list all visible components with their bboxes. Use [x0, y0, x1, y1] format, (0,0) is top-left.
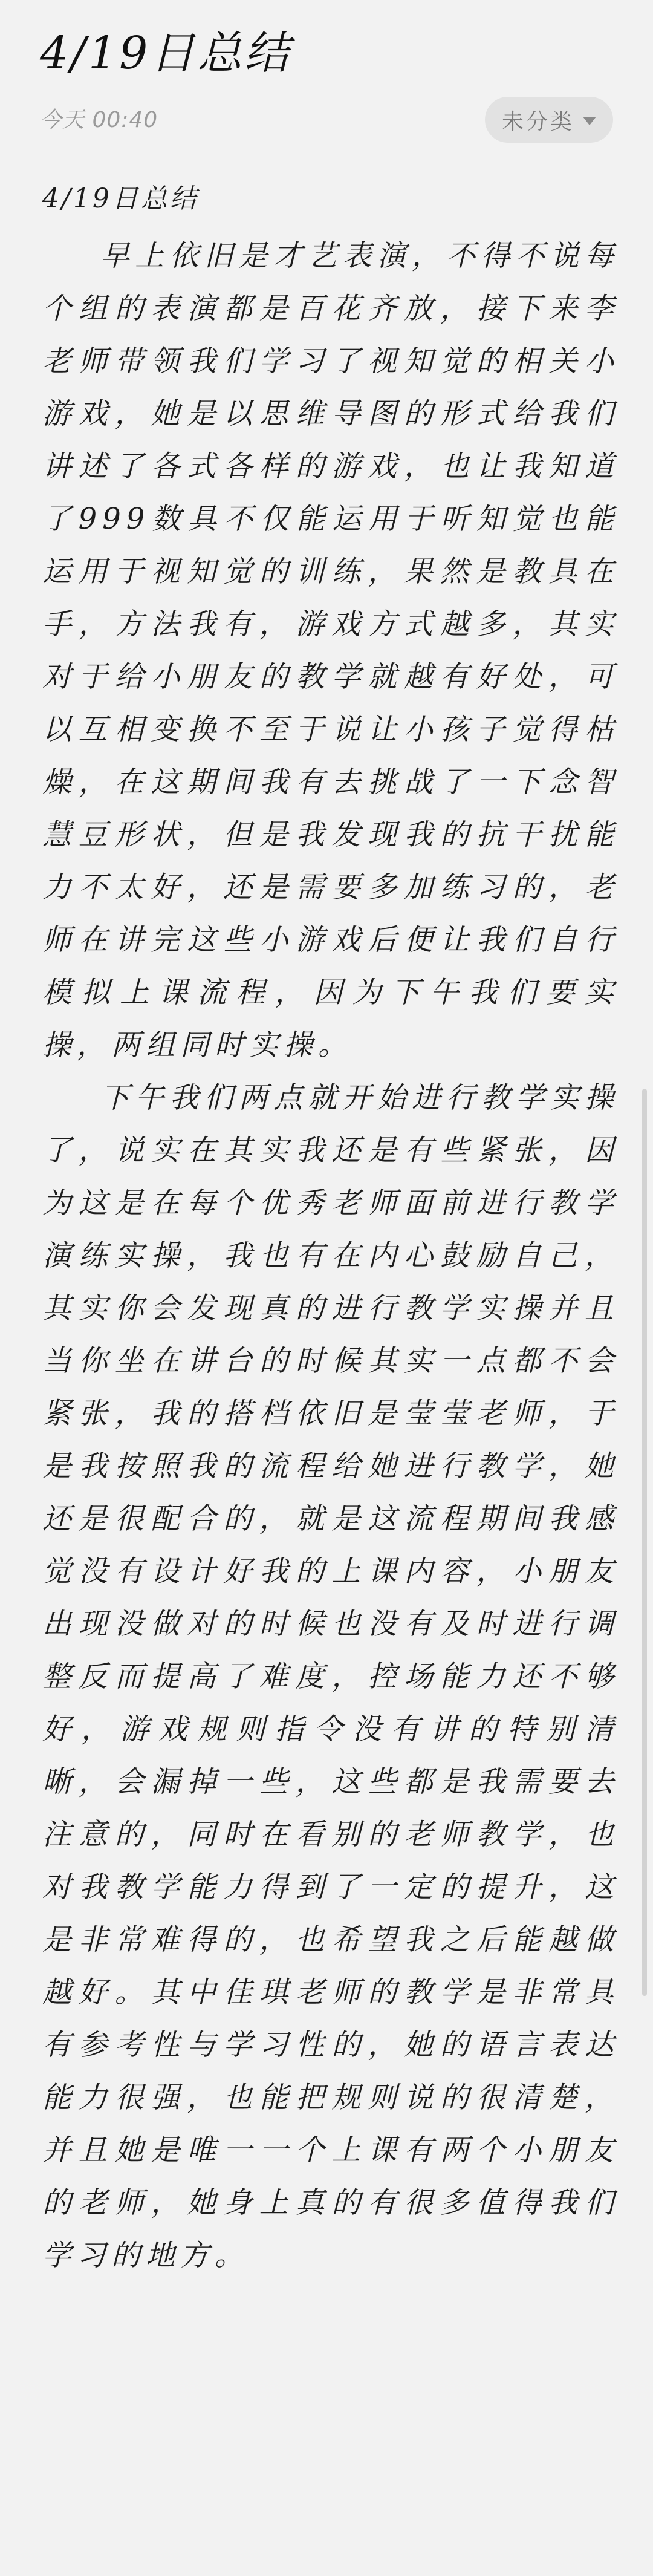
caret-down-icon — [583, 117, 596, 125]
note-body-editor[interactable] — [42, 175, 619, 2282]
note-title[interactable]: 4/19日总结 — [40, 27, 292, 79]
note-timestamp: 今天 00:40 — [40, 108, 158, 132]
note-meta-row — [40, 97, 613, 139]
scrollbar[interactable] — [642, 1089, 647, 1996]
note-heading: 4/19日总结 — [42, 183, 199, 214]
category-selector-button[interactable] — [485, 97, 613, 143]
note-paragraph-morning: 早上依旧是才艺表演，不得不说每个组的表演都是百花齐放，接下来李老师带领我们学习了视知觉的相关小游戏，她是以思维导图的形式给我们讲述了各式各样的游戏，也让我知道了999数具不仅能运用于听知觉也能运用于视知觉的训练，果然是教具在手，方法我有，游戏方式越多，其实对于给小朋友的教学就越有好处，可以互相变换不至于说让小孩子觉得枯燥，在这期间我有去挑战了一下念智慧豆形状，但是我发现我的抗干扰能力不太好，还是需要多加练习的，老师在讲完这些小游戏后便让我们自行模拟上课流程，因为下午我们要实操，两组同时实操。 — [42, 239, 619, 1062]
category-label: 未分类 — [501, 109, 574, 134]
note-paragraph-afternoon: 下午我们两点就开始进行教学实操了，说实在其实我还是有些紧张，因为这是在每个优秀老师面前进行教学演练实操，我也有在内心鼓励自己，其实你会发现真的进行教学实操并且当你坐在讲台的时候其实一点都不会紧张，我的搭档依旧是莹莹老师，于是我按照我的流程给她进行教学，她还是很配合的，就是这流程期间我感觉没有设计好我的上课内容，小朋友出现没做对的时候也没有及时进行调整反而提高了难度，控场能力还不够好，游戏规则指令没有讲的特别清晰，会漏掉一些，这些都是我需要去注意的，同时在看别的老师教学，也对我教学能力得到了一定的提升，这是非常难得的，也希望我之后能越做越好。其中佳琪老师的教学是非常具有参考性与学习性的，她的语言表达能力很强，也能把规则说的很清楚，并且她是唯一一个上课有两个小朋友的老师，她身上真的有很多值得我们学习的地方。 — [42, 1081, 619, 2272]
